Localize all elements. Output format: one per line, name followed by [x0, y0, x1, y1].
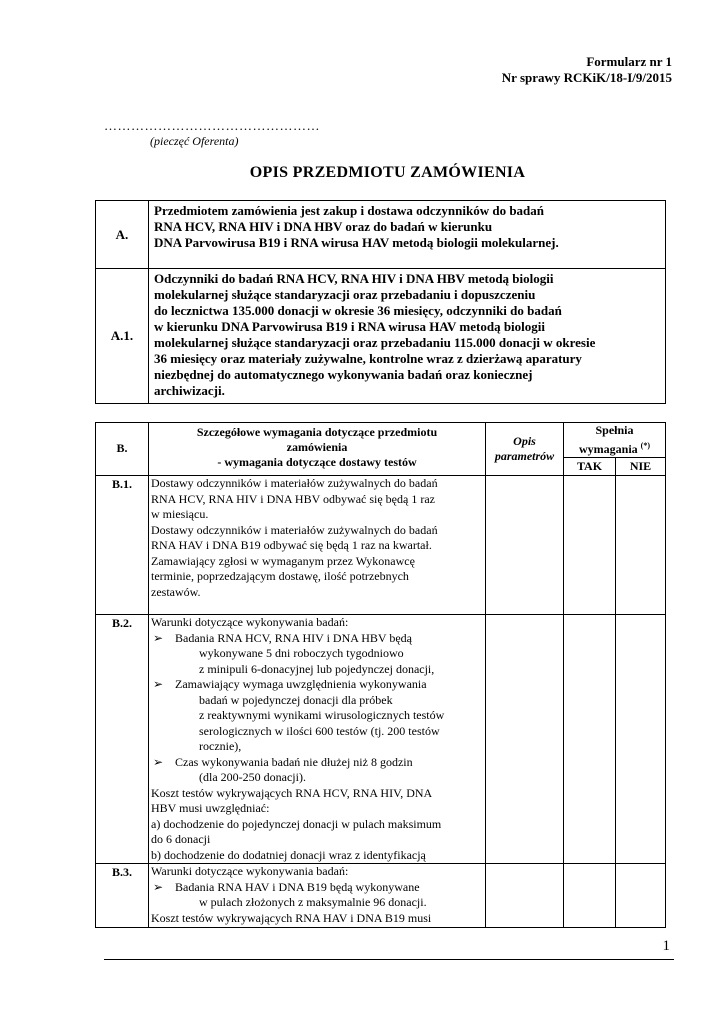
table-row — [96, 201, 666, 269]
table-row — [96, 476, 666, 615]
header-yes: TAK — [564, 458, 616, 476]
parameter-cell[interactable] — [486, 476, 564, 615]
row-code: B.1. — [96, 476, 149, 615]
arrow-bullet-icon: ➢ — [153, 754, 164, 769]
form-number: Formularz nr 1 — [586, 54, 672, 69]
parameter-cell[interactable] — [486, 864, 564, 928]
table-row — [96, 269, 666, 404]
no-cell[interactable] — [616, 476, 666, 615]
header-requirements: Szczegółowe wymagania dotyczące przedmiotu zamówienia - wymagania dotyczące dostawy testów — [149, 423, 486, 476]
stamp-label: (pieczęć Oferenta) — [150, 134, 239, 148]
page-number: 1 — [662, 938, 670, 954]
list-item: ➢ Badania RNA HCV, RNA HIV i DNA HBV będą — [153, 630, 413, 645]
row-code: A.1. — [96, 269, 149, 404]
stamp-dotted-line: ………………………………………… — [104, 118, 320, 133]
header-parameter-description: Opis parametrów — [486, 423, 564, 476]
header-no: NIE — [616, 458, 666, 476]
yes-cell[interactable] — [564, 476, 616, 615]
row-requirement: Warunki dotyczące wykonywania badań: ➢ Badania RNA HCV, RNA HIV i DNA HBV będą wykonywane 5 dni roboczych tygodniowo z minipuli 6-donacyjnej lub pojedynczej donacji, ➢ Zamawiający wymaga uwzględnienia wykonywania badań w pojedynczej donacji dla próbek z reaktywnymi wynikami wirusologicznych testów serologicznych w ilości 600 testów (tj. 200 testów rocznie), ➢ Czas wykonywania badań nie dłużej niż 8 godzin (dla 200-250 donacji). Koszt testów wykrywających RNA HCV, RNA HIV, DNA HBV musi uwzględniać: a) dochodzenie do pojedynczej donacji w pulach maksimum do 6 donacji b) dochodzenie do dodatniej donacji wraz z identyfikacją — [149, 615, 486, 864]
yes-cell[interactable] — [564, 864, 616, 928]
table-row — [96, 864, 666, 928]
header-meets-requirements: Spełnia wymagania (*) — [564, 423, 666, 458]
no-cell[interactable] — [616, 864, 666, 928]
document-title: OPIS PRZEDMIOTU ZAMÓWIENIA — [249, 164, 526, 181]
row-text: Odczynniki do badań RNA HCV, RNA HIV i DNA HBV metodą biologii molekularnej służące standaryzacji oraz przebadaniu i dopuszczeniu do lecznictwa 135.000 donacji w okresie 36 miesięcy, odczynniki do badań w kierunku DNA Parvowirusa B19 i RNA wirusa HAV metodą biologii molekularnej służące standaryzacji oraz przebadaniu 115.000 donacji w okresie 36 miesięcy oraz materiały zużywalne, kontrolne wraz z dzierżawą aparatury niezbędnej do automatycznego wykonywania badań oraz koniecznej archiwizacji. — [149, 269, 666, 404]
case-number: Nr sprawy RCKiK/18-I/9/2015 — [501, 70, 672, 85]
row-requirement: Warunki dotyczące wykonywania badań: ➢ Badania RNA HAV i DNA B19 będą wykonywane w pulach złożonych z maksymalnie 96 donacji. Koszt testów wykrywających RNA HAV i DNA B19 musi — [149, 864, 486, 928]
row-code: B.2. — [96, 615, 149, 864]
header-code: B. — [96, 423, 149, 476]
table-header-row — [96, 423, 666, 458]
table-row — [96, 615, 666, 864]
arrow-bullet-icon: ➢ — [153, 630, 164, 645]
row-code: B.3. — [96, 864, 149, 928]
list-item: ➢ Badania RNA HAV i DNA B19 będą wykonywane — [153, 879, 420, 894]
yes-cell[interactable] — [564, 615, 616, 864]
list-item: ➢ Zamawiający wymaga uwzględnienia wykonywania — [153, 677, 427, 691]
section-b-table — [95, 422, 666, 928]
parameter-cell[interactable] — [486, 615, 564, 864]
section-a-table — [95, 200, 666, 404]
row-requirement: Dostawy odczynników i materiałów zużywalnych do badań RNA HCV, RNA HIV i DNA HBV odbywać się będą 1 raz w miesiącu. Dostawy odczynników i materiałów zużywalnych do badań RNA HAV i DNA B19 odbywać się będą 1 raz na kwartał. Zamawiający zgłosi w wymaganym przez Wykonawcę terminie, poprzedzającym dostawę, ilość potrzebnych zestawów. — [149, 476, 486, 615]
no-cell[interactable] — [616, 615, 666, 864]
arrow-bullet-icon: ➢ — [153, 677, 164, 691]
list-item: ➢ Czas wykonywania badań nie dłużej niż 8 godzin — [153, 754, 413, 769]
row-text: Przedmiotem zamówienia jest zakup i dostawa odczynników do badań RNA HCV, RNA HIV i DNA HBV oraz do badań w kierunku DNA Parvowirusa B19 i RNA wirusa HAV metodą biologii molekularnej. — [149, 201, 666, 269]
arrow-bullet-icon: ➢ — [153, 879, 164, 894]
footer-divider — [104, 959, 674, 960]
row-code: A. — [96, 201, 149, 269]
